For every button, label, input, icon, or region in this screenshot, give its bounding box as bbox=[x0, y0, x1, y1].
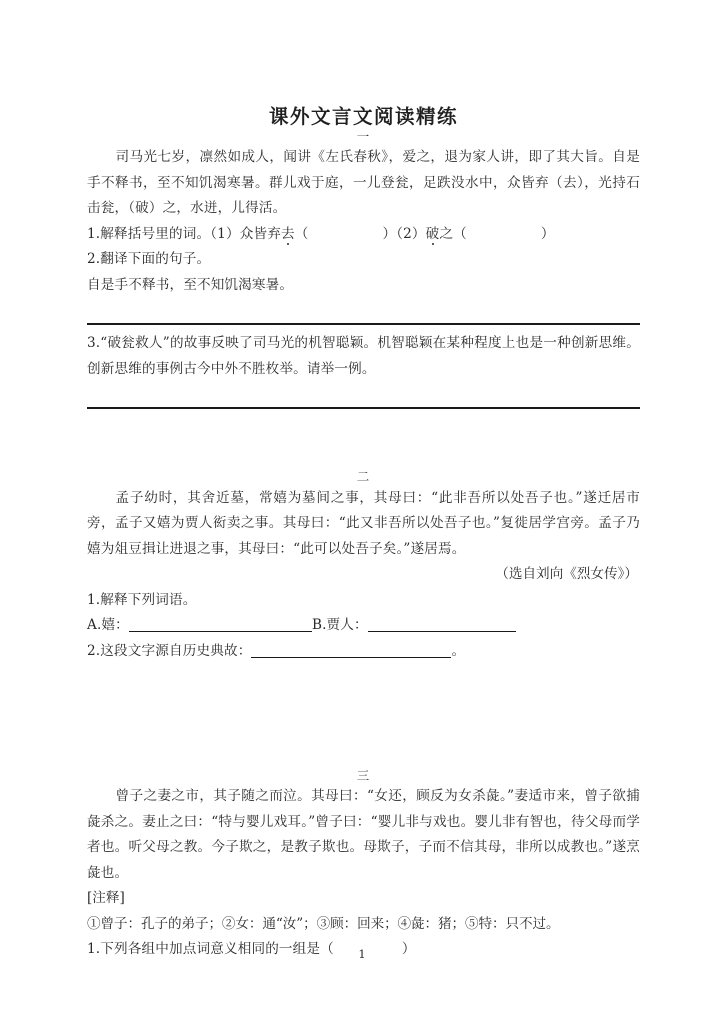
passage-text-1: 司马光七岁，凛然如成人，闻讲《左氏春秋》，爱之，退为家人讲，即了其大旨。自是手不释书，至不知饥渴寒暑。群儿戏于庭，一儿登瓮，足跌没水中，众皆弃（去），光持石击瓮，（破）之，水迸，儿得活。 bbox=[87, 149, 640, 217]
notes-heading: [注释] bbox=[87, 890, 125, 907]
q2-suffix: 。 bbox=[451, 642, 466, 659]
answer-blank-a[interactable] bbox=[129, 631, 312, 632]
answer-blank-b[interactable] bbox=[368, 631, 516, 632]
passage-text-2: 孟子幼时，其舍近墓，常嬉为墓间之事，其母曰：“此非吾所以处吾子也。”遂迁居市旁，孟子又嬉为贾人衒卖之事。其母曰：“此又非吾所以处吾子也。”复徙居学宫旁。孟子乃嬉为俎豆揖让进退之事，其母曰：“此可以处吾子矣。”遂居焉。 bbox=[87, 489, 640, 557]
passage-attribution-2: （选自刘向《烈女传》） bbox=[495, 566, 638, 582]
section1-question-2-sentence: 自是手不释书，至不知饥渴寒暑。 bbox=[87, 276, 294, 293]
q1-blank-open-1: （ bbox=[294, 225, 309, 242]
section2-question-2 bbox=[87, 639, 640, 665]
spacer bbox=[87, 382, 640, 407]
section-number-2: 二 bbox=[356, 469, 371, 485]
q1-label: 1.下列各组中加点词意义相同的一组是（ bbox=[87, 941, 334, 958]
spacer bbox=[87, 298, 640, 323]
section2-question-1-items bbox=[87, 613, 640, 639]
q1-blank-open-2: 之（ bbox=[439, 225, 467, 242]
q1-item-a-label: A.嬉： bbox=[87, 617, 129, 633]
q1-prefix: 1.解释括号里的词。（1）众皆弃 bbox=[87, 225, 281, 242]
section-number-1: 一 bbox=[356, 129, 371, 144]
q1-blank-close-1: ）（2） bbox=[382, 225, 426, 242]
q1-close-paren: ） bbox=[401, 941, 416, 958]
page-title: 课外文言文阅读精练 bbox=[268, 105, 458, 128]
q1-blank-close-2: ） bbox=[540, 225, 555, 242]
answer-blank-c[interactable] bbox=[251, 657, 451, 658]
document-content bbox=[87, 0, 640, 963]
notes-body: ①曾子：孔子的弟子；②女：通“汝”；③顾：回来；④彘：猪；⑤特：只不过。 bbox=[87, 915, 560, 932]
passage-text-3: 曾子之妻之市，其子随之而泣。其母曰：“女还，顾反为女杀彘。”妻适市来，曾子欲捕彘杀之。妻止之曰：“特与婴儿戏耳。”曾子曰：“婴儿非与戏也。婴儿非有智也，待父母而学者也。听父母之教。今子欺之，是教子欺也。母欺子，子而不信其母，非所以成教也。”遂烹彘也。 bbox=[87, 788, 640, 881]
q1-emphasis-char-2: 破 bbox=[425, 225, 440, 242]
spacer bbox=[87, 409, 640, 469]
section-number-3: 三 bbox=[356, 768, 371, 783]
spacer bbox=[87, 664, 640, 724]
q1-emphasis-char-1: 去 bbox=[280, 225, 295, 242]
page-number: 1 bbox=[358, 947, 366, 961]
q2-label: 2.这段文字源自历史典故： bbox=[87, 642, 252, 659]
spacer bbox=[87, 724, 640, 768]
section1-question-3: 3.“破瓮救人”的故事反映了司马光的机智聪颖。机智聪颖在某种程度上也是一种创新思维。创新思维的事例古今中外不胜枚举。请举一例。 bbox=[87, 335, 640, 377]
section1-question-1 bbox=[87, 222, 640, 248]
section1-question-2-label: 2.翻译下面的句子。 bbox=[87, 251, 211, 268]
section2-question-1-label: 1.解释下列词语。 bbox=[87, 591, 197, 608]
q1-item-b-label: B.贾人： bbox=[311, 617, 368, 633]
